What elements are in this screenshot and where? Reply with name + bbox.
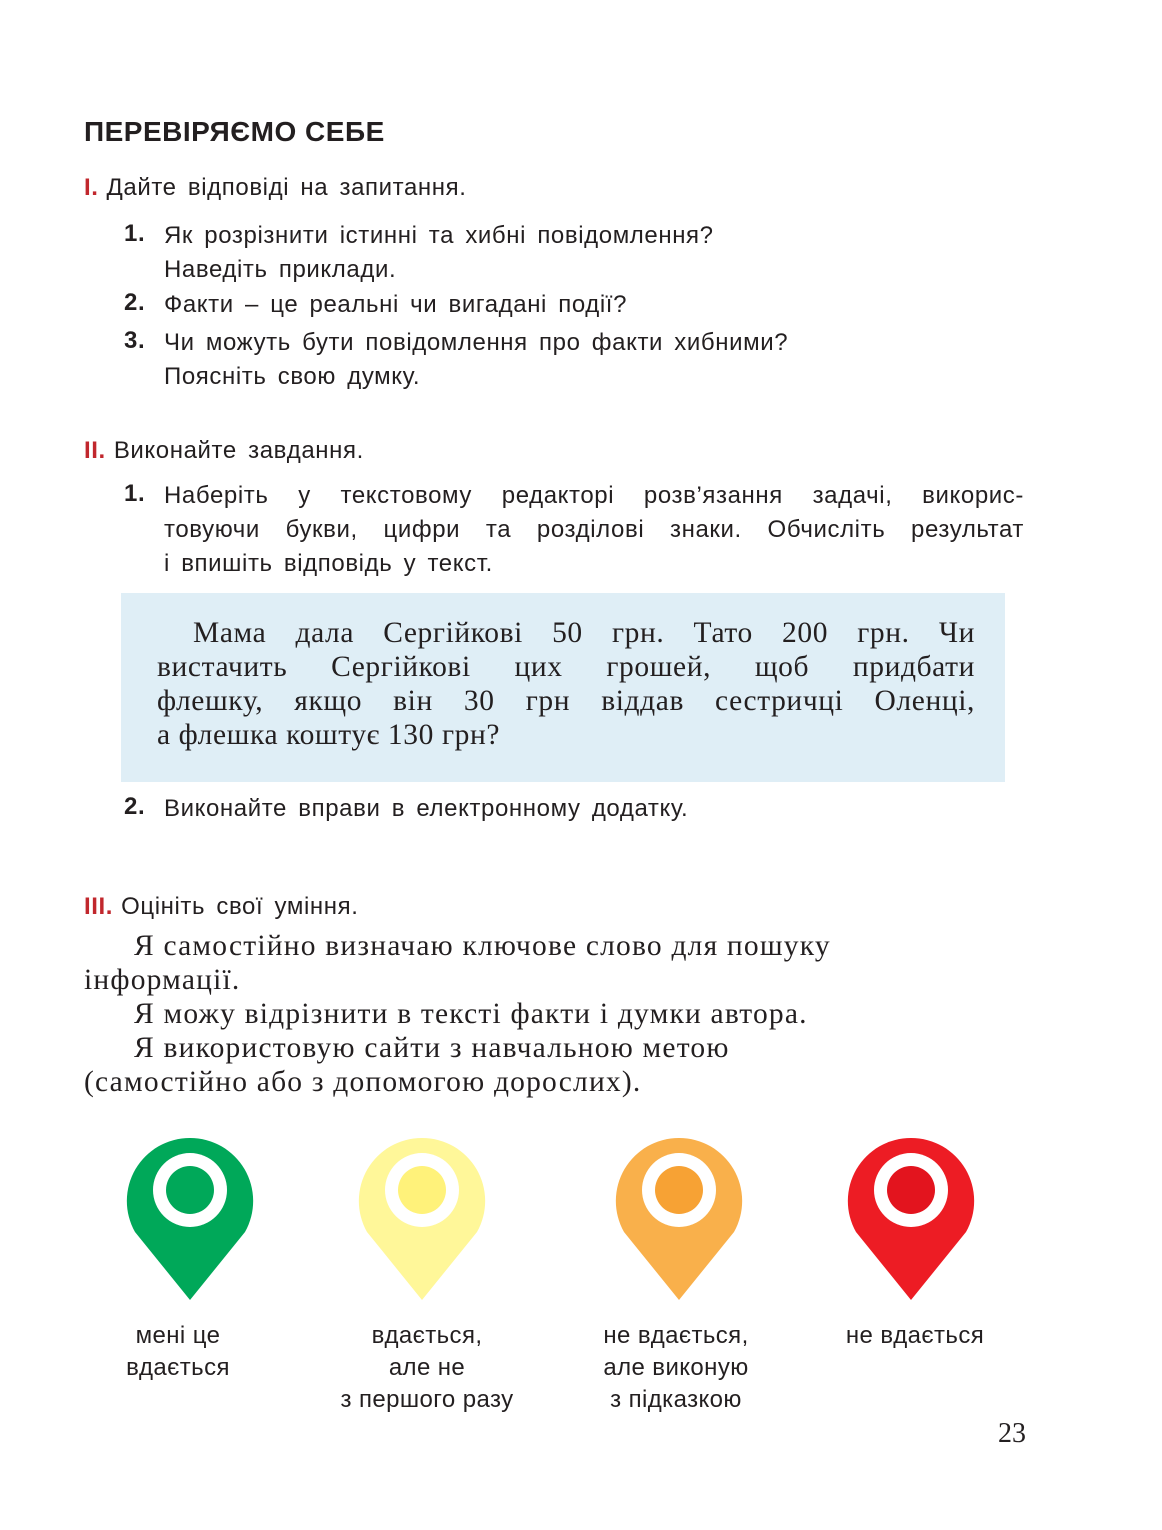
assessment-line: (самостійно або з допомогою дорослих). bbox=[84, 1066, 642, 1098]
item-number: 3. bbox=[124, 327, 146, 354]
map-pin-yellow-icon bbox=[357, 1136, 487, 1301]
question-line: Факти – це реальні чи вигадані події? bbox=[164, 291, 628, 318]
section-title: Дайте відповіді на запитання. bbox=[106, 174, 467, 201]
task-line: товуючи букви, цифри та розділові знаки. Обчисліть результат bbox=[164, 516, 1024, 543]
question-line: Наведіть приклади. bbox=[164, 256, 397, 283]
section-number: III. bbox=[84, 893, 114, 920]
caption-line: але виконую bbox=[603, 1354, 749, 1381]
rating-caption bbox=[566, 1320, 786, 1416]
rating-caption bbox=[68, 1320, 288, 1384]
assessment-line: Я самостійно визначаю ключове слово для пошуку bbox=[134, 930, 831, 962]
section-3-title-row bbox=[84, 893, 358, 921]
caption-line: вдається bbox=[126, 1354, 230, 1381]
question-line: Як розрізнити істинні та хибні повідомлення? bbox=[164, 222, 714, 249]
pin-shape bbox=[357, 1136, 487, 1301]
rating-caption bbox=[317, 1320, 537, 1416]
question-line: Чи можуть бути повідомлення про факти хибними? bbox=[164, 329, 789, 356]
item-number: 1. bbox=[124, 480, 146, 507]
task-box-line: Мама дала Сергійкові 50 грн. Тато 200 грн. Чи bbox=[193, 617, 975, 649]
question-item bbox=[124, 219, 1024, 287]
pin-shape bbox=[614, 1136, 744, 1301]
section-number: II. bbox=[84, 437, 106, 464]
page-number: 23 bbox=[998, 1418, 1026, 1449]
caption-line: не вдається bbox=[845, 1322, 985, 1349]
caption-line: але не bbox=[388, 1354, 466, 1381]
task-item bbox=[124, 479, 1024, 581]
pin-shape bbox=[125, 1136, 255, 1301]
task-item bbox=[124, 792, 1024, 826]
section-number: I. bbox=[84, 174, 99, 201]
caption-line: не вдається, bbox=[603, 1322, 749, 1349]
caption-line: вдається, bbox=[371, 1322, 483, 1349]
task-box-line: вистачить Сергійкові цих грошей, щоб придбати bbox=[157, 651, 975, 683]
map-pin-red-icon bbox=[846, 1136, 976, 1301]
section-1-title-row bbox=[84, 174, 466, 202]
caption-line: з першого разу bbox=[340, 1386, 514, 1413]
question-item bbox=[124, 288, 1024, 322]
task-line: Виконайте вправи в електронному додатку. bbox=[164, 795, 689, 822]
section-title: Виконайте завдання. bbox=[113, 437, 364, 464]
caption-line: з підказкою bbox=[610, 1386, 742, 1413]
item-number: 2. bbox=[124, 289, 146, 316]
assessment-line: Я використовую сайти з навчальною метою bbox=[134, 1032, 730, 1064]
task-box-line: флешку, якщо він 30 грн віддав сестричці Оленці, bbox=[157, 685, 975, 717]
rating-caption bbox=[805, 1320, 1025, 1352]
task-line: і впишіть відповідь у текст. bbox=[164, 550, 493, 577]
question-item bbox=[124, 326, 1024, 394]
map-pin-green-icon bbox=[125, 1136, 255, 1301]
item-number: 2. bbox=[124, 793, 146, 820]
assessment-line: Я можу відрізнити в тексті факти і думки автора. bbox=[134, 998, 808, 1030]
self-assessment-text bbox=[84, 929, 964, 1099]
task-line: Наберіть у текстовому редакторі розв’язання задачі, викорис- bbox=[164, 482, 1024, 509]
section-2-title-row bbox=[84, 437, 364, 465]
question-line: Поясніть свою думку. bbox=[164, 363, 421, 390]
caption-line: мені це bbox=[135, 1322, 221, 1349]
map-pin-orange-icon bbox=[614, 1136, 744, 1301]
item-number: 1. bbox=[124, 220, 146, 247]
task-box-line: а флешка коштує 130 грн? bbox=[157, 719, 501, 751]
page-title: ПЕРЕВІРЯЄМО СЕБЕ bbox=[84, 116, 385, 147]
task-text-box bbox=[121, 593, 1005, 782]
pin-shape bbox=[846, 1136, 976, 1301]
assessment-line: інформації. bbox=[84, 964, 241, 996]
section-title: Оцініть свої уміння. bbox=[121, 893, 359, 920]
